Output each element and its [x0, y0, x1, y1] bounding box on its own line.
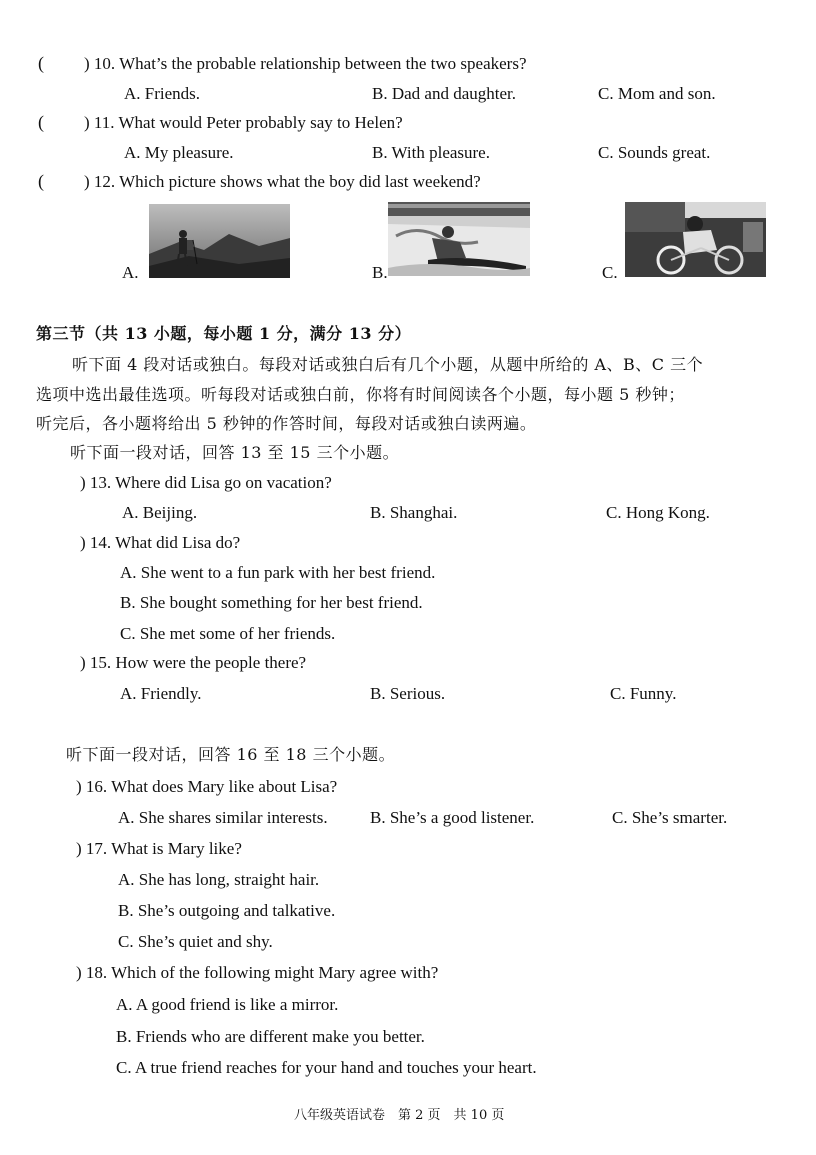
question-15-stem: ) 15. How were the people there?	[80, 653, 307, 672]
answer-paren-12: (	[38, 171, 44, 191]
q14-option-a: A. She went to a fun park with her best friend.	[120, 563, 436, 582]
instructions-line-3: 听完后，各小题将给出 5 秒钟的作答时间，每段对话或独白读两遍。	[36, 414, 537, 433]
q11-option-c: C. Sounds great.	[598, 143, 711, 162]
answer-paren-10: (	[38, 53, 44, 73]
q12-picture-c-cycling	[625, 202, 766, 277]
question-13-stem: ) 13. Where did Lisa go on vacation?	[80, 473, 332, 492]
question-12-stem: ) 12. Which picture shows what the boy did last weekend?	[84, 172, 481, 191]
question-14-stem: ) 14. What did Lisa do?	[80, 533, 241, 552]
q16-option-b: B. She’s a good listener.	[370, 808, 535, 827]
q15-option-b: B. Serious.	[370, 684, 446, 703]
q11-option-a: A. My pleasure.	[124, 143, 234, 162]
q12-label-a: A.	[122, 263, 139, 282]
group-1-intro: 听下面一段对话，回答 13 至 15 三个小题。	[70, 443, 400, 462]
q10-option-b: B. Dad and daughter.	[372, 84, 516, 103]
q14-option-b: B. She bought something for her best friend.	[120, 593, 423, 612]
question-16-stem: ) 16. What does Mary like about Lisa?	[76, 777, 338, 796]
q12-label-c: C.	[602, 263, 618, 282]
q18-option-b: B. Friends who are different make you better.	[116, 1027, 425, 1046]
q17-option-c: C. She’s quiet and shy.	[118, 932, 273, 951]
instructions-line-1: 听下面 4 段对话或独白。每段对话或独白后有几个小题，从题中所给的 A、B、C 三个	[72, 355, 704, 374]
q16-option-a: A. She shares similar interests.	[118, 808, 328, 827]
q15-option-c: C. Funny.	[610, 684, 677, 703]
q12-picture-b-surfing	[388, 202, 530, 276]
q10-option-c: C. Mom and son.	[598, 84, 716, 103]
question-10-stem: ) 10. What’s the probable relationship between the two speakers?	[84, 54, 527, 73]
question-18-stem: ) 18. Which of the following might Mary agree with?	[76, 963, 439, 982]
q13-option-a: A. Beijing.	[122, 503, 198, 522]
q17-option-b: B. She’s outgoing and talkative.	[118, 901, 336, 920]
q14-option-c: C. She met some of her friends.	[120, 624, 336, 643]
q15-option-a: A. Friendly.	[120, 684, 202, 703]
q13-option-b: B. Shanghai.	[370, 503, 458, 522]
page-footer: 八年级英语试卷 第 2 页 共 10 页	[294, 1108, 505, 1123]
q18-option-c: C. A true friend reaches for your hand and touches your heart.	[116, 1058, 537, 1077]
q12-label-b: B.	[372, 263, 388, 282]
question-17-stem: ) 17. What is Mary like?	[76, 839, 242, 858]
group-2-intro: 听下面一段对话，回答 16 至 18 三个小题。	[66, 745, 396, 764]
q18-option-a: A. A good friend is like a mirror.	[116, 995, 339, 1014]
q17-option-a: A. She has long, straight hair.	[118, 870, 320, 889]
q16-option-c: C. She’s smarter.	[612, 808, 728, 827]
answer-paren-11: (	[38, 112, 44, 132]
q10-option-a: A. Friends.	[124, 84, 201, 103]
instructions-line-2: 选项中选出最佳选项。听每段对话或独白前，你将有时间阅读各个小题，每小题 5 秒钟；	[36, 385, 685, 404]
question-11-stem: ) 11. What would Peter probably say to Helen?	[84, 113, 403, 132]
q11-option-b: B. With pleasure.	[372, 143, 490, 162]
q13-option-c: C. Hong Kong.	[606, 503, 710, 522]
section-3-heading: 第三节（共 13 小题，每小题 1 分，满分 13 分）	[36, 324, 412, 343]
q12-picture-a-hiking	[149, 204, 290, 278]
